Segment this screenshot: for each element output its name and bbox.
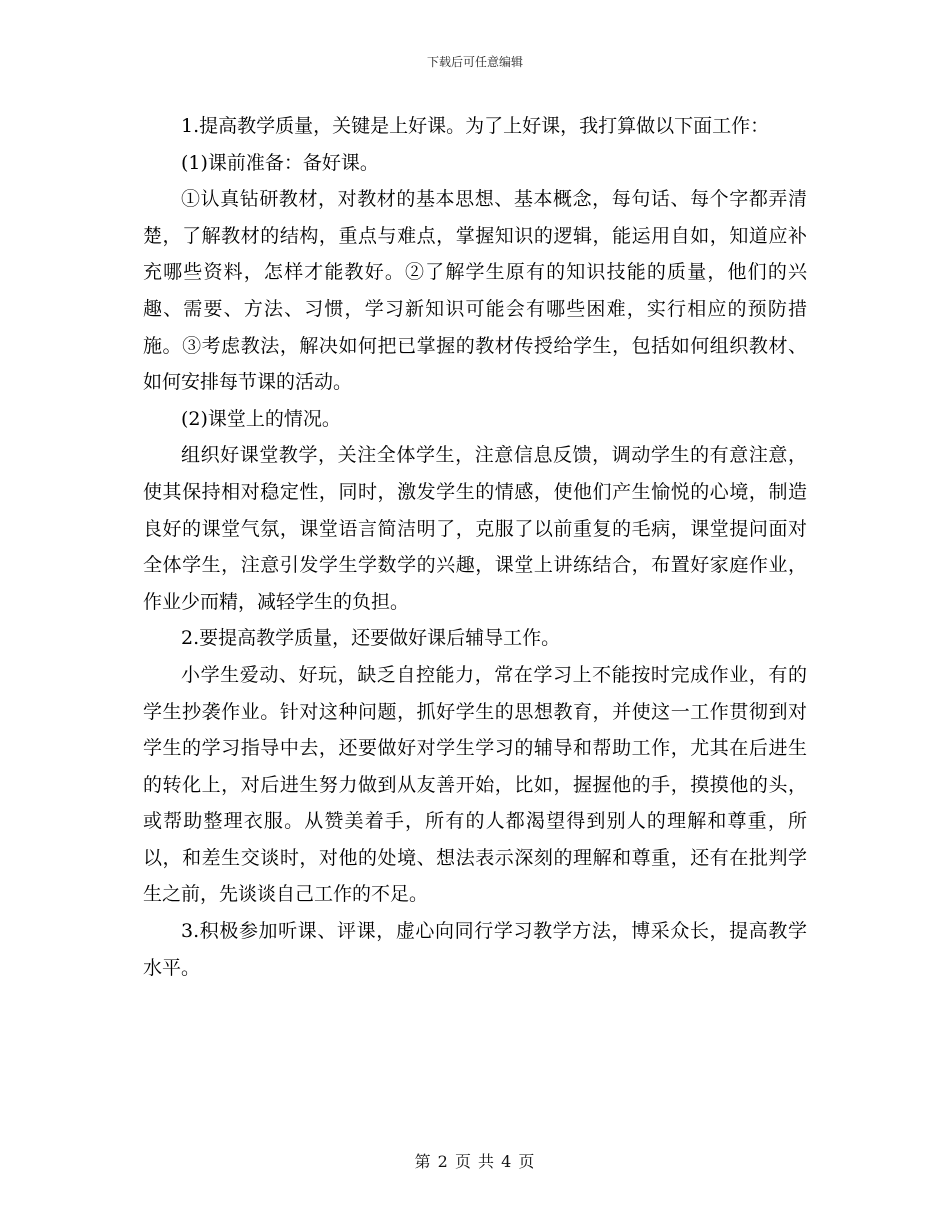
paragraph-8: 3.积极参加听课、评课，虚心向同行学习教学方法，博采众长，提高教学水平。: [143, 920, 807, 979]
page-number: 第 2 页 共 4 页: [414, 1152, 536, 1171]
paragraph-2: (1)课前准备：备好课。: [181, 151, 379, 174]
header-note: 下载后可任意编辑: [426, 55, 523, 69]
paragraph-1: 1.提高教学质量，关键是上好课。为了上好课，我打算做以下面工作：: [181, 115, 770, 137]
paragraph-3: ①认真钻研教材，对教材的基本思想、基本概念，每句话、每个字都弄清楚，了解教材的结构，重点与难点，掌握知识的逻辑，能运用自如，知道应补充哪些资料，怎样才能教好。②了解学生原有的知识技能的质量，他们的兴趣、需要、方法、习惯，学习新知识可能会有哪些困难，实行相应的预防措施。③考虑教法，解决如何把已掌握的教材传授给学生，包括如何组织教材、如何安排每节课的活动。: [143, 188, 807, 394]
paragraph-6: 2.要提高教学质量，还要做好课后辅导工作。: [181, 627, 561, 650]
document-body: [143, 108, 807, 986]
paragraph-5: 组织好课堂教学，关注全体学生，注意信息反馈，调动学生的有意注意，使其保持相对稳定性，同时，激发学生的情感，使他们产生愉悦的心境，制造良好的课堂气氛，课堂语言简洁明了，克服了以前重复的毛病，课堂提问面对全体学生，注意引发学生学数学的兴趣，课堂上讲练结合，布置好家庭作业，作业少而精，减轻学生的负担。: [143, 444, 807, 613]
paragraph-4: (2)课堂上的情况。: [181, 407, 341, 430]
paragraph-7: 小学生爱动、好玩，缺乏自控能力，常在学习上不能按时完成作业，有的学生抄袭作业。针对这种问题，抓好学生的思想教育，并使这一工作贯彻到对学生的学习指导中去，还要做好对学生学习的辅导和帮助工作，尤其在后进生的转化上，对后进生努力做到从友善开始，比如，握握他的手，摸摸他的头，或帮助整理衣服。从赞美着手，所有的人都渴望得到别人的理解和尊重，所以，和差生交谈时，对他的处境、想法表示深刻的理解和尊重，还有在批判学生之前，先谈谈自己工作的不足。: [143, 663, 807, 906]
